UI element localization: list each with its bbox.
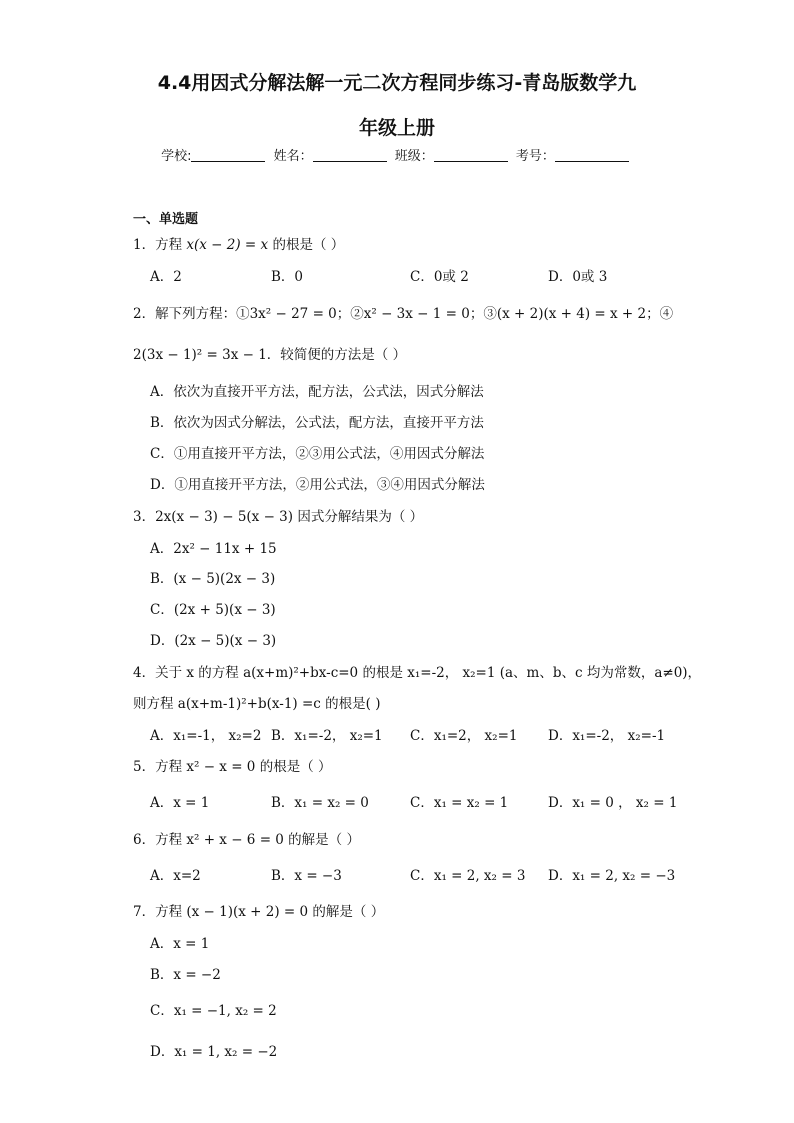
q4-option-c[interactable]: C．x₁=2， x₂=1: [410, 728, 518, 744]
q7-option-d[interactable]: D．x₁ = 1, x₂ = −2: [150, 1044, 278, 1060]
question-5: 5．方程 x² − x = 0 的根是（ ）: [133, 759, 332, 775]
q6-option-a[interactable]: A．x=2: [150, 868, 201, 884]
q2-option-b[interactable]: B．依次为因式分解法，公式法，配方法，直接开平方法: [150, 415, 484, 431]
q4-option-b[interactable]: B．x₁=-2， x₂=1: [271, 728, 383, 744]
q5-option-d[interactable]: D．x₁ = 0 ， x₂ = 1: [548, 795, 678, 811]
q2-option-a[interactable]: A．依次为直接开平方法，配方法，公式法，因式分解法: [150, 384, 484, 400]
q4-option-d[interactable]: D．x₁=-2， x₂=-1: [548, 728, 666, 744]
page-title-line1: 4.4用因式分解法解一元二次方程同步练习-青岛版数学九: [157, 72, 637, 94]
question-2-line1: 2．解下列方程：①3x² − 27 = 0；②x² − 3x − 1 = 0；③(x + 2)(x + 4) = x + 2；④: [133, 306, 674, 322]
class-label: 班级：: [394, 149, 434, 164]
name-field[interactable]: [313, 149, 387, 162]
question-6: 6．方程 x² + x − 6 = 0 的解是（ ）: [133, 832, 360, 848]
question-4-line2: 则方程 a(x+m-1)²+b(x-1) =c 的根是( ): [133, 696, 381, 712]
student-info-fields: [0, 145, 794, 164]
q2-option-d[interactable]: D．①用直接开平方法，②用公式法，③④用因式分解法: [150, 477, 485, 493]
q2-option-c[interactable]: C．①用直接开平方法，②③用公式法，④用因式分解法: [150, 446, 485, 462]
name-label: 姓名：: [273, 149, 313, 164]
q4-option-a[interactable]: A．x₁=-1， x₂=2: [150, 728, 262, 744]
q1-suffix: 的根是（ ）: [272, 237, 345, 253]
question-7: 7．方程 (x − 1)(x + 2) = 0 的解是（ ）: [133, 904, 385, 920]
q1-option-c[interactable]: C．0或 2: [410, 269, 469, 285]
q7-option-b[interactable]: B．x = −2: [150, 967, 221, 983]
q6-option-c[interactable]: C．x₁ = 2, x₂ = 3: [410, 868, 526, 884]
page-title-line2: 年级上册: [358, 117, 435, 139]
q5-option-b[interactable]: B．x₁ = x₂ = 0: [271, 795, 369, 811]
q5-option-c[interactable]: C．x₁ = x₂ = 1: [410, 795, 509, 811]
school-field[interactable]: [191, 149, 265, 162]
q7-option-c[interactable]: C．x₁ = −1, x₂ = 2: [150, 1003, 277, 1019]
question-4-line1: 4．关于 x 的方程 a(x+m)²+bx-c=0 的根是 x₁=-2， x₂=1 (a、m、b、c 均为常数，a≠0)，: [133, 665, 702, 681]
q1-prefix: 1．方程: [133, 237, 183, 253]
q3-option-b[interactable]: B．(x − 5)(2x − 3): [150, 571, 276, 587]
q6-option-b[interactable]: B．x = −3: [271, 868, 342, 884]
q5-option-a[interactable]: A．x = 1: [150, 795, 210, 811]
class-field[interactable]: [434, 149, 508, 162]
question-3: 3．2x(x − 3) − 5(x − 3) 因式分解结果为（ ）: [133, 509, 424, 525]
q1-option-d[interactable]: D．0或 3: [548, 269, 608, 285]
q1-option-b[interactable]: B．0: [271, 269, 304, 285]
q3-option-d[interactable]: D．(2x − 5)(x − 3): [150, 633, 277, 649]
q3-option-a[interactable]: A．2x² − 11x + 15: [150, 541, 277, 557]
q6-option-d[interactable]: D．x₁ = 2, x₂ = −3: [548, 868, 676, 884]
question-1: [133, 233, 344, 253]
question-2-line2: 2(3x − 1)² = 3x − 1．较简便的方法是（ ）: [133, 347, 407, 363]
school-label: 学校:: [161, 149, 192, 164]
q1-equation: x(x − 2) = x: [186, 237, 269, 253]
number-label: 考号：: [515, 149, 555, 164]
number-field[interactable]: [555, 149, 629, 162]
q3-option-c[interactable]: C．(2x + 5)(x − 3): [150, 602, 276, 618]
section-title: 一、单选题: [133, 212, 199, 227]
q1-option-a[interactable]: A．2: [150, 269, 182, 285]
q7-option-a[interactable]: A．x = 1: [150, 936, 210, 952]
